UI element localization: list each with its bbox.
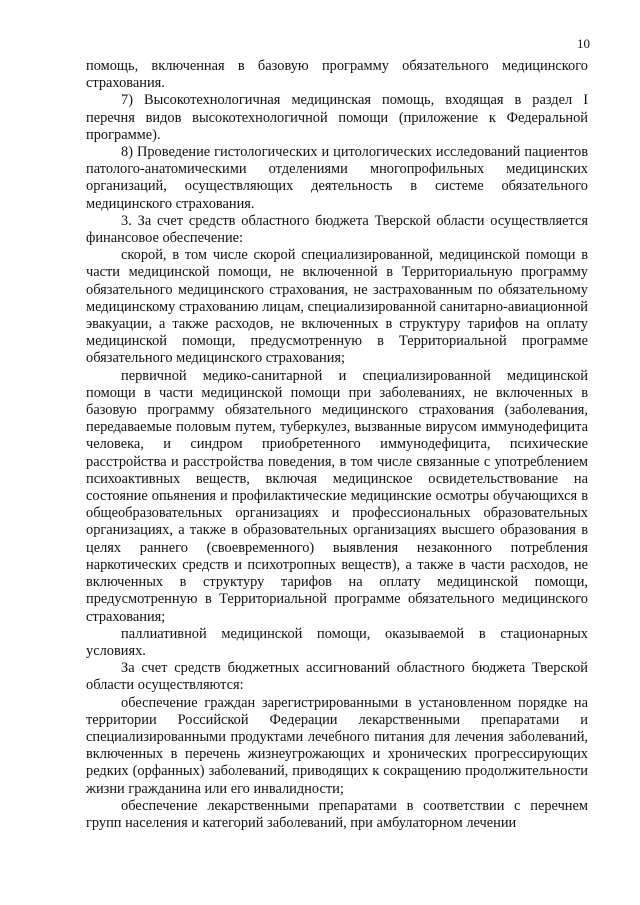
paragraph-outpatient-drugs: обеспечение лекарственными препаратами в соответствии с перечнем групп населения и категорий заболеваний, при амбулаторном лечении	[86, 797, 588, 831]
paragraph-orphan-drugs: обеспечение граждан зарегистрированными в установленном порядке на территории Российской Федерации лекарственными препаратами и специализированными продуктами лечебного питания для лечения заболеваний, включенных в перечень жизнеугрожающих и хронических прогрессирующих редких (орфанных) заболеваний, приводящих к сокращению продолжительности жизни гражданина или его инвалидности;	[86, 694, 588, 797]
paragraph-item-7: 7) Высокотехнологичная медицинская помощь, входящая в раздел I перечня видов высокотехнологичной помощи (приложение к Федеральной программе).	[86, 92, 588, 143]
paragraph-item-8: 8) Проведение гистологических и цитологических исследований пациентов патолого-анатомическими отделениями многопрофильных медицинских организаций, осуществляющих деятельность в системе обязательного медицинского страхования.	[86, 144, 588, 212]
paragraph-section-3: 3. За счет средств областного бюджета Тверской области осуществляется финансовое обеспечение:	[86, 212, 588, 247]
paragraph-emergency-care: скорой, в том числе скорой специализированной, медицинской помощи в части медицинской помощи, не включенной в Территориальную программу обязательного медицинского страхования, не застрахованным по обязательному медицинскому страхованию лицам, специализированной санитарно-авиационной эвакуации, а также расходов, не включенных в структуру тарифов на оплату медицинской помощи, предусмотренную в Территориальной программе обязательного медицинского страхования;	[86, 247, 588, 367]
paragraph-continuation: помощь, включенная в базовую программу обязательного медицинского страхования.	[86, 58, 588, 92]
document-body	[86, 58, 588, 832]
page-number: 10	[577, 36, 590, 51]
paragraph-budget-allocations: За счет средств бюджетных ассигнований областного бюджета Тверской области осуществляются:	[86, 660, 588, 694]
paragraph-primary-care: первичной медико-санитарной и специализированной медицинской помощи в части медицинской помощи при заболеваниях, не включенных в базовую программу обязательного медицинского страхования (заболевания, передаваемые половым путем, туберкулез, вызванные вирусом иммунодефицита человека, и синдром приобретенного иммунодефицита, психические расстройства и расстройства поведения, в том числе связанные с употреблением психоактивных веществ, включая медицинское освидетельствование на состояние опьянения и профилактические медицинские осмотры обучающихся в общеобразовательных организациях и профессиональных образовательных организациях, а также в образовательных организациях высшего образования в целях раннего (своевременного) выявления незаконного потребления наркотических средств и психотропных веществ), а также в части расходов, не включенных в структуру тарифов на оплату медицинской помощи, предусмотренную в Территориальной программе обязательного медицинского страхования;	[86, 367, 588, 625]
paragraph-palliative-care: паллиативной медицинской помощи, оказываемой в стационарных условиях.	[86, 625, 588, 659]
